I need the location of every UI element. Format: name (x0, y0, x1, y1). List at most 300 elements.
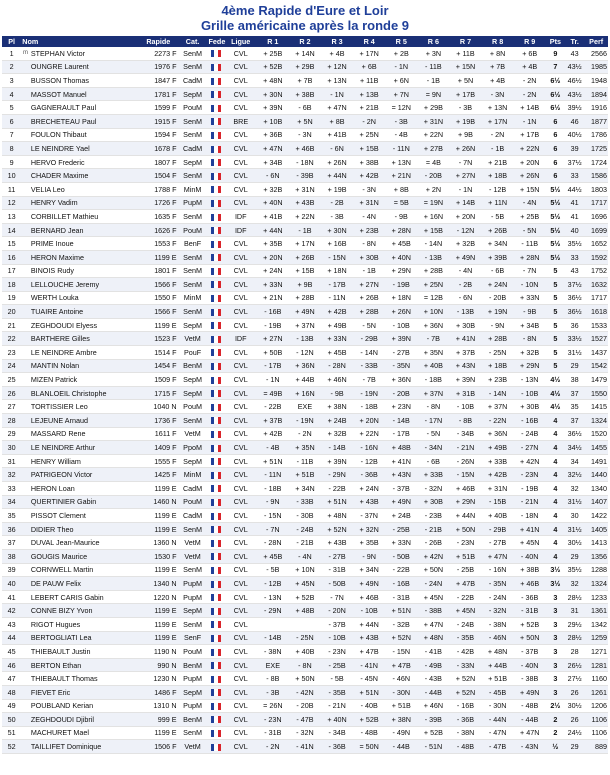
federation-cell (208, 509, 225, 523)
round-cell: - 13N (514, 373, 546, 387)
federation-cell (208, 60, 225, 74)
category-cell: VetM (178, 427, 208, 441)
page-header (0, 0, 610, 33)
rank-cell: 48 (2, 685, 21, 699)
tiebreak-cell: 28½ (565, 631, 584, 645)
points-cell: 3 (546, 617, 565, 631)
round-cell: + 10B (257, 114, 289, 128)
round-cell: - 40N (514, 658, 546, 672)
league-cell: IDF (225, 223, 257, 237)
points-cell: 6 (546, 128, 565, 142)
points-cell: 5½ (546, 223, 565, 237)
performance-cell: 1261 (584, 685, 608, 699)
tiebreak-cell: 30 (565, 509, 584, 523)
league-cell: CVL (225, 373, 257, 387)
round-cell: - 33B (353, 359, 385, 373)
round-cell: + 43N (449, 359, 481, 373)
round-cell: + 44B (289, 373, 321, 387)
round-cell: + 15N (449, 60, 481, 74)
round-cell: - 11N (257, 468, 289, 482)
round-cell: + 40B (289, 645, 321, 659)
table-row (2, 414, 608, 428)
round-cell: + 15N (514, 182, 546, 196)
round-cell: + 26B (289, 250, 321, 264)
federation-cell (208, 332, 225, 346)
tiebreak-cell: 39 (565, 142, 584, 156)
federation-cell (208, 305, 225, 319)
round-cell: - 24N (417, 577, 449, 591)
name-cell: MANTIN Nolan (30, 359, 139, 373)
round-cell: - 13B (449, 305, 481, 319)
rating-cell: 1199 E (139, 631, 178, 645)
round-cell: + 27N (449, 169, 481, 183)
rating-cell: 1199 E (139, 563, 178, 577)
name-cell: DUVAL Jean-Maurice (30, 536, 139, 550)
france-flag-icon (211, 186, 221, 193)
league-cell: CVL (225, 182, 257, 196)
round-cell: - 7N (514, 264, 546, 278)
round-cell: + 45N (289, 577, 321, 591)
round-cell: + 51N (321, 495, 353, 509)
round-cell: + 14B (514, 101, 546, 115)
round-cell: + 34N (482, 237, 514, 251)
category-cell: VetM (178, 549, 208, 563)
round-cell: - 10B (449, 400, 481, 414)
title-cell (21, 672, 30, 686)
round-cell: + 48N (417, 631, 449, 645)
round-cell: - 15N (257, 509, 289, 523)
table-row (2, 60, 608, 74)
round-cell: + 47N (417, 617, 449, 631)
round-cell: - 46N (482, 631, 514, 645)
round-cell: + 34N (353, 563, 385, 577)
league-cell: CVL (225, 590, 257, 604)
table-row (2, 318, 608, 332)
points-cell: 5½ (546, 182, 565, 196)
round-cell: + 21N (385, 169, 417, 183)
france-flag-icon (211, 594, 221, 601)
performance-cell: 1407 (584, 495, 608, 509)
rank-cell: 28 (2, 414, 21, 428)
round-cell: - 7B (417, 332, 449, 346)
league-cell: CVL (225, 318, 257, 332)
round-cell: + 26N (385, 305, 417, 319)
tiebreak-cell: 35½ (565, 563, 584, 577)
round-cell: - 15B (482, 495, 514, 509)
league-cell: CVL (225, 359, 257, 373)
federation-cell (208, 685, 225, 699)
table-row (2, 685, 608, 699)
round-cell: - 39B (289, 169, 321, 183)
rank-cell: 38 (2, 549, 21, 563)
france-flag-icon (211, 635, 221, 642)
round-cell: + 51N (257, 454, 289, 468)
league-cell: CVL (225, 400, 257, 414)
round-cell: - 16B (449, 699, 481, 713)
round-cell: - 6N (449, 291, 481, 305)
name-cell: MIZEN Patrick (30, 373, 139, 387)
rank-cell: 27 (2, 400, 21, 414)
title-cell (21, 441, 30, 455)
round-cell: + 50N (449, 522, 481, 536)
points-cell: 2½ (546, 699, 565, 713)
round-cell: - 41B (417, 645, 449, 659)
round-cell: - 34N (417, 441, 449, 455)
table-row (2, 373, 608, 387)
round-cell: = 19N (417, 196, 449, 210)
performance-cell: 1324 (584, 414, 608, 428)
rank-cell: 26 (2, 386, 21, 400)
round-cell: + 27N (353, 278, 385, 292)
round-cell: + 42N (417, 549, 449, 563)
league-cell: CVL (225, 196, 257, 210)
tiebreak-cell: 33 (565, 250, 584, 264)
table-row (2, 223, 608, 237)
round-cell: + 36N (482, 427, 514, 441)
header-r-3: R 3 (321, 36, 353, 47)
round-cell: - 3B (449, 101, 481, 115)
title-cell (21, 196, 30, 210)
round-cell: + 50N (417, 563, 449, 577)
round-cell: + 10N (289, 563, 321, 577)
name-cell: LEJEUNE Arnaud (30, 414, 139, 428)
federation-cell (208, 672, 225, 686)
title-cell (21, 590, 30, 604)
round-cell: + 48N (257, 74, 289, 88)
rating-cell: 1807 F (139, 155, 178, 169)
round-cell: - 47B (482, 740, 514, 754)
round-cell: - 36B (321, 740, 353, 754)
name-cell: BUSSON Thomas (30, 74, 139, 88)
title-cell (21, 685, 30, 699)
round-cell: - 12N (449, 223, 481, 237)
tiebreak-cell: 37 (565, 414, 584, 428)
title-cell (21, 468, 30, 482)
performance-cell: 1632 (584, 278, 608, 292)
federation-cell (208, 155, 225, 169)
title-cell (21, 658, 30, 672)
rank-cell: 6 (2, 114, 21, 128)
category-cell: SenF (178, 631, 208, 645)
category-cell: CadM (178, 482, 208, 496)
federation-cell (208, 291, 225, 305)
federation-cell (208, 522, 225, 536)
category-cell: VetM (178, 740, 208, 754)
round-cell: + 49N (385, 495, 417, 509)
round-cell: + 6B (514, 47, 546, 60)
rating-cell: 1460 N (139, 495, 178, 509)
name-cell: TAILLIFET Dominique (30, 740, 139, 754)
round-cell: + 20N (257, 250, 289, 264)
round-cell: + 45B (257, 549, 289, 563)
points-cell: 3 (546, 631, 565, 645)
round-cell: - 13B (289, 332, 321, 346)
round-cell: + 11B (449, 47, 481, 60)
league-cell: BRE (225, 114, 257, 128)
category-cell: SepM (178, 373, 208, 387)
france-flag-icon (211, 295, 221, 302)
round-cell: - 7N (449, 155, 481, 169)
performance-cell: 1877 (584, 114, 608, 128)
france-flag-icon (211, 621, 221, 628)
header-ligue: Ligue (225, 36, 257, 47)
round-cell: + 47B (449, 577, 481, 591)
points-cell: 6½ (546, 101, 565, 115)
round-cell: - 37N (353, 509, 385, 523)
name-cell: THIEBAULT Justin (30, 645, 139, 659)
round-cell: + 24B (321, 414, 353, 428)
title-cell (21, 400, 30, 414)
round-cell (257, 617, 289, 631)
performance-cell: 1618 (584, 305, 608, 319)
round-cell: + 18B (482, 359, 514, 373)
france-flag-icon (211, 322, 221, 329)
federation-cell (208, 74, 225, 88)
tiebreak-cell: 37½ (565, 155, 584, 169)
table-row (2, 264, 608, 278)
round-cell: + 44N (257, 223, 289, 237)
performance-cell: 1479 (584, 373, 608, 387)
round-cell: - 11B (289, 454, 321, 468)
points-cell: 5½ (546, 250, 565, 264)
round-cell: + 6B (353, 60, 385, 74)
round-cell: + 52B (514, 617, 546, 631)
points-cell: 3½ (546, 577, 565, 591)
round-cell: - 31B (257, 726, 289, 740)
title-cell (21, 223, 30, 237)
round-cell: + 16B (321, 237, 353, 251)
round-cell: - 23N (321, 645, 353, 659)
table-row (2, 182, 608, 196)
category-cell: PouM (178, 495, 208, 509)
round-cell: + 13N (321, 74, 353, 88)
header-cat: Cat. (178, 36, 208, 47)
name-cell: VELIA Leo (30, 182, 139, 196)
category-cell: VetM (178, 332, 208, 346)
round-cell: + 31N (289, 182, 321, 196)
round-cell: - 2B (321, 196, 353, 210)
rating-cell: 1976 F (139, 60, 178, 74)
round-cell: + 29B (417, 101, 449, 115)
tiebreak-cell: 33½ (565, 332, 584, 346)
france-flag-icon (211, 417, 221, 424)
round-cell: - 32N (417, 482, 449, 496)
title-cell (21, 509, 30, 523)
round-cell: + 35B (257, 237, 289, 251)
round-cell: + 12N (321, 60, 353, 74)
rating-cell: 1566 F (139, 305, 178, 319)
tiebreak-cell: 29½ (565, 617, 584, 631)
points-cell: 5 (546, 332, 565, 346)
round-cell: + 37B (449, 346, 481, 360)
league-cell: CVL (225, 713, 257, 727)
tiebreak-cell: 41 (565, 210, 584, 224)
round-cell: + 52N (385, 631, 417, 645)
points-cell: 4 (546, 454, 565, 468)
rating-cell: 999 E (139, 713, 178, 727)
round-cell: = 4B (417, 155, 449, 169)
points-cell: 4 (546, 482, 565, 496)
round-cell: - 14N (417, 237, 449, 251)
tiebreak-cell: 26 (565, 685, 584, 699)
category-cell: PupM (178, 590, 208, 604)
round-cell: - 49B (417, 658, 449, 672)
round-cell: - 17B (385, 427, 417, 441)
round-cell: - 1N (257, 373, 289, 387)
round-cell: + 38B (353, 155, 385, 169)
name-cell: HENRY William (30, 454, 139, 468)
name-cell: GAGNERAULT Paul (30, 101, 139, 115)
france-flag-icon (211, 513, 221, 520)
tiebreak-cell: 30½ (565, 699, 584, 713)
rank-cell: 1 (2, 47, 21, 60)
league-cell: CVL (225, 386, 257, 400)
round-cell: + 30B (449, 318, 481, 332)
points-cell: 5 (546, 264, 565, 278)
round-cell: + 38B (289, 87, 321, 101)
round-cell: + 52N (449, 672, 481, 686)
federation-cell (208, 250, 225, 264)
category-cell: PpoM (178, 441, 208, 455)
round-cell: - 21N (321, 699, 353, 713)
category-cell: SenM (178, 169, 208, 183)
round-cell: + 51N (385, 604, 417, 618)
france-flag-icon (211, 50, 221, 57)
rank-cell: 45 (2, 645, 21, 659)
name-cell: BLANLOEIL Christophe (30, 386, 139, 400)
rating-cell: 1555 F (139, 454, 178, 468)
points-cell: 6 (546, 114, 565, 128)
france-flag-icon (211, 649, 221, 656)
league-cell: CVL (225, 264, 257, 278)
round-cell: - 22B (385, 563, 417, 577)
name-cell: BRECHETEAU Paul (30, 114, 139, 128)
tiebreak-cell: 32 (565, 577, 584, 591)
tiebreak-cell: 46½ (565, 74, 584, 88)
federation-cell (208, 631, 225, 645)
round-cell: - 11B (417, 60, 449, 74)
round-cell: - 21N (449, 441, 481, 455)
category-cell: SepM (178, 454, 208, 468)
league-cell: IDF (225, 332, 257, 346)
performance-cell: 1520 (584, 427, 608, 441)
round-cell: + 33B (417, 468, 449, 482)
name-cell: BERTON Ethan (30, 658, 139, 672)
round-cell: + 8B (385, 182, 417, 196)
round-cell: - 13N (257, 590, 289, 604)
round-cell: + 33N (257, 278, 289, 292)
title-cell (21, 414, 30, 428)
round-cell: + 33B (482, 454, 514, 468)
round-cell: + 27B (417, 142, 449, 156)
name-cell: HERVO Frederic (30, 155, 139, 169)
rank-cell: 20 (2, 305, 21, 319)
performance-cell: 1786 (584, 128, 608, 142)
category-cell: BenF (178, 237, 208, 251)
points-cell: 5 (546, 346, 565, 360)
round-cell: - 18B (257, 482, 289, 496)
points-cell: 3 (546, 685, 565, 699)
round-cell: - 21N (514, 495, 546, 509)
round-cell: + 36B (257, 128, 289, 142)
table-row (2, 672, 608, 686)
rating-cell: 1847 F (139, 74, 178, 88)
rank-cell: 31 (2, 454, 21, 468)
performance-cell: 1160 (584, 672, 608, 686)
round-cell: - 10B (353, 604, 385, 618)
france-flag-icon (211, 78, 221, 85)
header-rapide: Rapide (139, 36, 178, 47)
federation-cell (208, 645, 225, 659)
header-fede: Fede (208, 37, 226, 46)
name-cell: FIEVET Eric (30, 685, 139, 699)
round-cell: + 28B (417, 264, 449, 278)
name-cell: HERON Maxime (30, 250, 139, 264)
tiebreak-cell: 24½ (565, 726, 584, 740)
rank-cell: 42 (2, 604, 21, 618)
federation-cell (208, 128, 225, 142)
rating-cell: 1781 F (139, 87, 178, 101)
round-cell: - 30N (385, 685, 417, 699)
rank-cell: 50 (2, 713, 21, 727)
round-cell: - 17B (321, 278, 353, 292)
rank-cell: 19 (2, 291, 21, 305)
round-cell: - 19B (514, 482, 546, 496)
name-cell: ZEGHDOUDI Elyess (30, 318, 139, 332)
header-r-1: R 1 (257, 36, 289, 47)
league-cell: CVL (225, 645, 257, 659)
round-cell: - 8N (289, 658, 321, 672)
round-cell: + 17N (482, 114, 514, 128)
round-cell: - 19N (289, 414, 321, 428)
france-flag-icon (211, 105, 221, 112)
round-cell: - 4N (514, 196, 546, 210)
rank-cell: 30 (2, 441, 21, 455)
table-row (2, 658, 608, 672)
table-row (2, 386, 608, 400)
tiebreak-cell: 27½ (565, 672, 584, 686)
round-cell: + 17B (514, 128, 546, 142)
header-r-7: R 7 (449, 36, 481, 47)
round-cell: - 41N (353, 658, 385, 672)
round-cell: + 10N (417, 305, 449, 319)
round-cell (289, 617, 321, 631)
round-cell: + 33N (385, 536, 417, 550)
round-cell: - 7N (257, 522, 289, 536)
round-cell: - 11N (385, 142, 417, 156)
round-cell: + 20N (514, 155, 546, 169)
round-cell: - 11B (514, 237, 546, 251)
table-row (2, 155, 608, 169)
round-cell: + 31N (482, 482, 514, 496)
round-cell: + 29N (514, 359, 546, 373)
performance-cell: 1340 (584, 482, 608, 496)
league-cell: CVL (225, 726, 257, 740)
table-row (2, 291, 608, 305)
round-cell: + 21B (353, 101, 385, 115)
league-cell: CVL (225, 74, 257, 88)
round-cell: + 41N (514, 522, 546, 536)
league-cell: CVL (225, 305, 257, 319)
round-cell: = 9N (417, 87, 449, 101)
france-flag-icon (211, 64, 221, 71)
performance-cell: 1440 (584, 468, 608, 482)
performance-cell: 1948 (584, 74, 608, 88)
round-cell: - 36B (353, 468, 385, 482)
round-cell: + 21B (482, 155, 514, 169)
round-cell: + 23B (482, 373, 514, 387)
federation-cell (208, 237, 225, 251)
